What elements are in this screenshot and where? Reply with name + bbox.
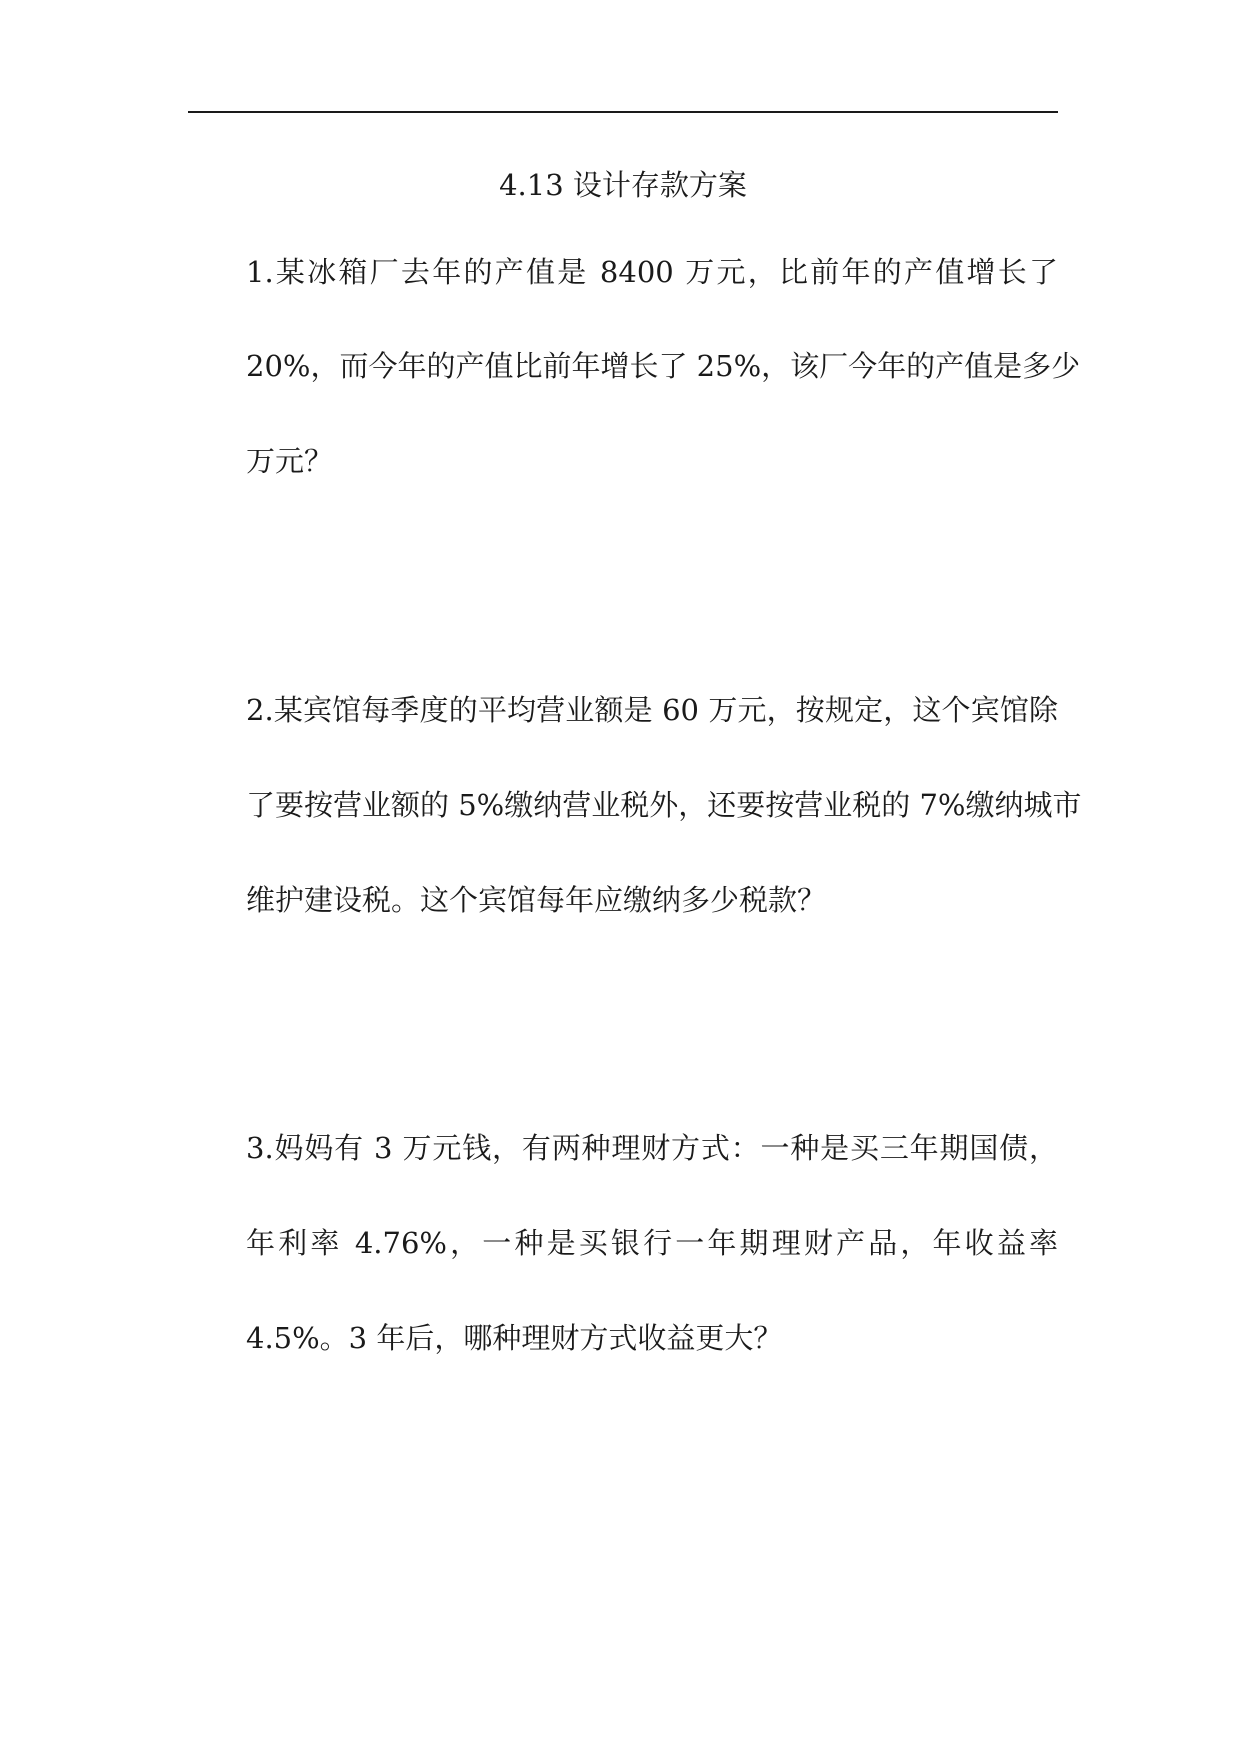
question-1-line-1: 1.某冰箱厂去年的产值是 8400 万元，比前年的产值增长了 (246, 255, 1058, 289)
question-2-line-2: 了要按营业额的 5%缴纳营业税外，还要按营业税的 7%缴纳城市 (246, 788, 1082, 822)
question-1-line-2: 20%，而今年的产值比前年增长了 25%，该厂今年的产值是多少 (246, 349, 1081, 383)
question-3-line-3: 4.5%。3 年后，哪种理财方式收益更大？ (246, 1321, 783, 1355)
question-3-line-1: 3.妈妈有 3 万元钱，有两种理财方式：一种是买三年期国债， (246, 1131, 1058, 1165)
question-2-line-1: 2.某宾馆每季度的平均营业额是 60 万元，按规定，这个宾馆除 (246, 693, 1058, 727)
question-3-line-2: 年利率 4.76%，一种是买银行一年期理财产品，年收益率 (246, 1226, 1058, 1260)
question-1-line-3: 万元？ (246, 444, 334, 478)
header-rule (188, 111, 1058, 113)
page-title: 4.13 设计存款方案 (499, 168, 747, 202)
question-2-line-3: 维护建设税。这个宾馆每年应缴纳多少税款？ (246, 883, 827, 917)
